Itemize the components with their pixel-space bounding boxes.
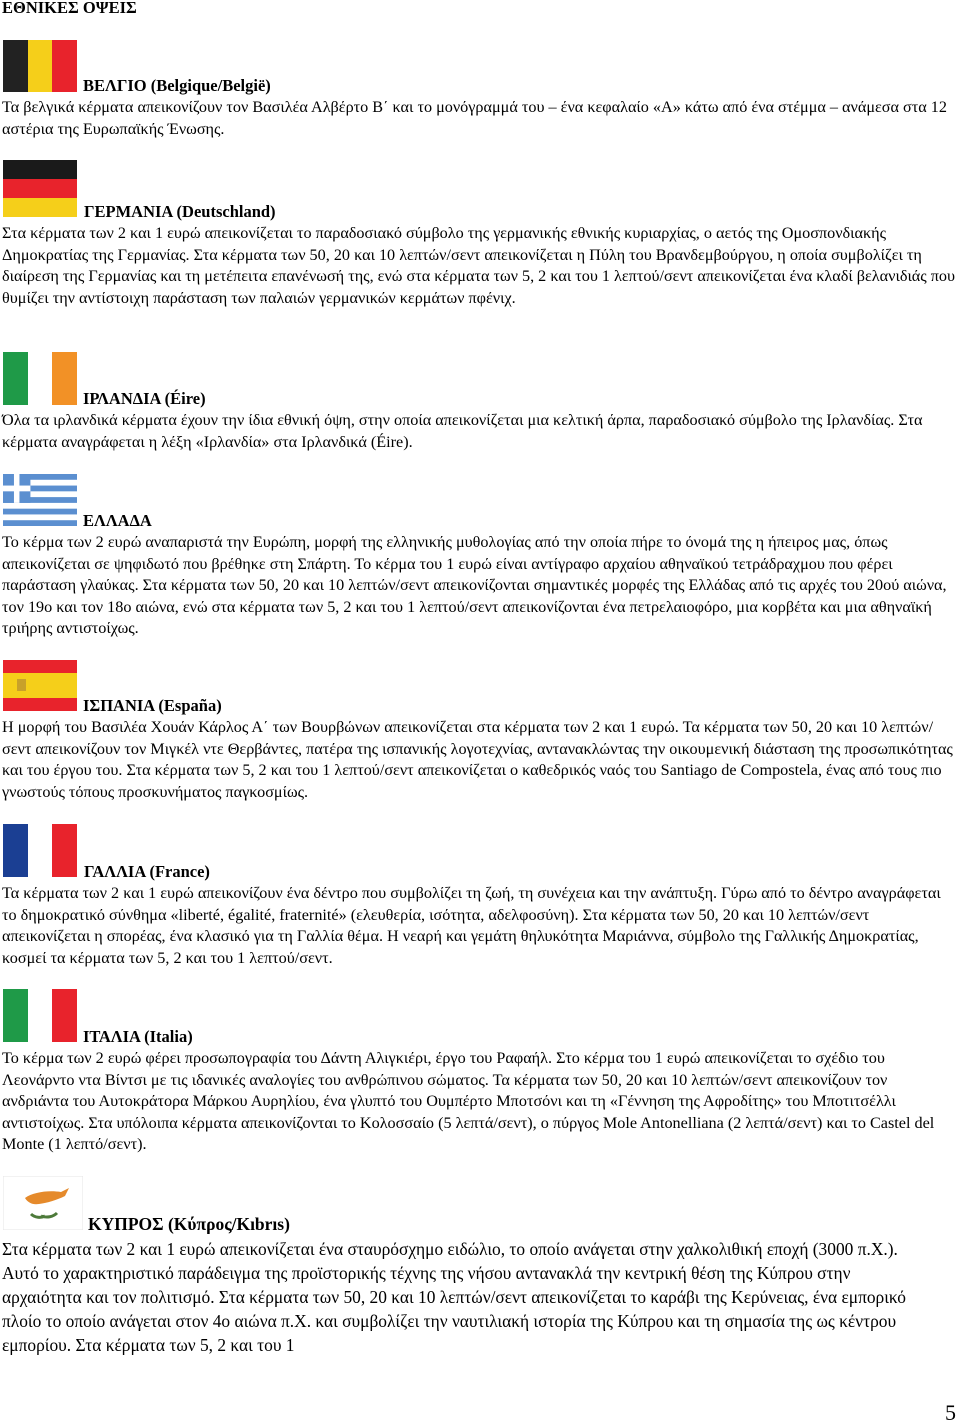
page-heading: ΕΘΝΙΚΕΣ ΟΨΕΙΣ — [2, 0, 137, 17]
belgium-stripe-1 — [3, 40, 28, 92]
section-text-germany: Στα κέρματα των 2 και 1 ευρώ απεικονίζεται το παραδοσιακό σύμβολο της γερμανικής εθνικής κυριαρχίας, ο αετός της Ομοσπονδιακής Δημοκρατίας της Γερμανίας. Στα κέρματα των 50, 20 και 10 λεπτών/σεντ απεικονίζεται η Πύλη του Βρανδεμβούργου, η οποία συμβολίζει τη διαίρεση της Γερμανίας και τη μετέπειτα επανένωσή της, ενώ στα κέρματα των 5, 2 και του 1 λεπτού/σεντ απεικονίζεται ένα κλαδί βελανιδιάς που θυμίζει την αντίστοιχη παράσταση των παλαιών γερμανικών κερμάτων πφένιχ. — [2, 224, 956, 307]
belgium-stripe-3 — [52, 40, 77, 92]
section-title-ireland: ΙΡΛΑΝΔΙΑ (Éire) — [83, 389, 206, 408]
section-title-france: ΓΑΛΛΙΑ (France) — [84, 862, 210, 881]
section-text-italy: Το κέρμα των 2 ευρώ φέρει προσωπογραφία του Δάντη Αλιγκιέρι, έργο του Ραφαήλ. Στο κέρμα του 1 ευρώ απεικονίζεται το σχέδιο του Λεονάρντο ντα Βίντσι με τις ιδανικές αναλογίες του ανθρώπινου σώματος. Τα κέρματα των 50, 20 και 10 λεπτών/σεντ απεικονίζουν τον ανδριάντα του Αυτοκράτορα Μάρκου Αυρηλίου, ένα γλυπτό του Ουμπέρτο Μποτσόνι και τη «Γέννηση της Αφροδίτης» του Μποτιτσέλλι αντιστοίχως. Στα υπόλοιπα κέρματα απεικονίζονται το Κολοσσαίο (5 λεπτά/σεντ), ο πύργος Mole Antonelliana (2 λεπτά/σεντ) και το Castel del Monte (1 λεπτό/σεντ). — [2, 1049, 935, 1153]
section-text-spain: Η μορφή του Βασιλέα Χουάν Κάρλος Α΄ των Βουρβώνων απεικονίζεται στα κέρματα των 2 και 1 ευρώ. Τα κέρματα των 50, 20 και 10 λεπτών/σεντ απεικονίζουν τον Μιγκέλ ντε Θερβάντες, πατέρα της ισπανικής λογοτεχνίας, αντανακλώντας την οικουμενική διάσταση της προσωπικότητας και του έργου του. Στα κέρματα των 5, 2 και του 1 λεπτού/σεντ απεικονίζεται ο καθεδρικός ναός του Santiago de Compostela, ένας από τους πιο γνωστούς τόπους προσκυνήματος παγκοσμίως. — [2, 718, 953, 801]
italy-flag-icon — [3, 989, 77, 1042]
section-title-spain: ΙΣΠΑΝΙΑ (España) — [83, 696, 222, 715]
section-title-germany: ΓΕΡΜΑΝΙΑ (Deutschland) — [84, 202, 276, 221]
belgium-stripe-2 — [28, 40, 52, 92]
germany-flag-icon — [3, 160, 77, 217]
section-title-cyprus: ΚΥΠΡΟΣ (Κύπρος/Kıbrıs) — [88, 1214, 290, 1234]
section-text-france: Τα κέρματα των 2 και 1 ευρώ απεικονίζουν ένα δέντρο που συμβολίζει τη ζωή, τη συνέχεια και την ανάπτυξη. Γύρω από το δέντρο αναγράφεται το δημοκρατικό σύνθημα «liberté, égalité, fraternité» (ελευθερία, ισότητα, αδελφοσύνη). Στα κέρματα των 50, 20 και 10 λεπτών/σεντ απεικονίζεται η σπορέας, ένα κλασικό για τη Γαλλία θέμα. Η νεαρή και γεμάτη θηλυκότητα Μαριάννα, σύμβολο της Γαλλικής Δημοκρατίας, κοσμεί τα κέρματα των 5, 2 και του 1 λεπτού/σεντ. — [2, 884, 941, 967]
section-text-belgium: Τα βελγικά κέρματα απεικονίζουν τον Βασιλέα Αλβέρτο Β΄ και το μονόγραμμά του – ένα κεφαλαίο «Α» κάτω από ένα στέμμα – ανάμεσα στα 12 αστέρια της Ευρωπαϊκής Ένωσης. — [2, 98, 947, 138]
section-title-belgium: ΒΕΛΓΙΟ (Belgique/België) — [83, 76, 271, 95]
belgium-flag-icon — [3, 40, 77, 92]
section-title-greece: ΕΛΛΑΔΑ — [83, 511, 152, 530]
section-text-ireland: Όλα τα ιρλανδικά κέρματα έχουν την ίδια εθνική όψη, στην οποία απεικονίζεται μια κελτική άρπα, παραδοσιακό σύμβολο της Ιρλανδίας. Στα κέρματα αναγράφεται η λέξη «Ιρλανδία» στα Ιρλανδικά (Éire). — [2, 411, 923, 451]
ireland-flag-icon — [3, 352, 77, 405]
section-text-cyprus: Στα κέρματα των 2 και 1 ευρώ απεικονίζεται ένα σταυρόσχημο ειδώλιο, το οποίο ανάγεται στην χαλκολιθική εποχή (3000 π.Χ.). Αυτό το χαρακτηριστικό παράδειγμα της προϊστορικής τέχνης της νήσου αντανακλά την κεντρική θέση της Κύπρου στην αρχαιότητα και τον πολιτισμό. Στα κέρματα των 50, 20 και 10 λεπτών/σεντ απεικονίζεται το καράβι της Κερύνειας, ένα εμπορικό πλοίο το οποίο ανάγεται στον 4ο αιώνα π.Χ. και συμβολίζει την ναυτιλιακή ιστορία της Κύπρου και τη σημασία της ως κέντρου εμπορίου. Στα κέρματα των 5, 2 και του 1 — [2, 1239, 906, 1355]
section-text-greece: Το κέρμα των 2 ευρώ αναπαριστά την Ευρώπη, μορφή της ελληνικής μυθολογίας από την οποία πήρε το όνομά της η ήπειρος μας, όπως απεικονίζεται σε ψηφιδωτό που βρέθηκε στη Σπάρτη. Το κέρμα του 1 ευρώ είναι αντίγραφο αρχαίου αθηναϊκού τετράδραχμου που φέρει παράσταση γλαύκας. Στα κέρματα των 50, 20 και 10 λεπτών/σεντ απεικονίζονται σημαντικές μορφές της Ελλάδας από τις αρχές του 20ού αιώνα, τον 19ο και τον 18ο αιώνα, ενώ στα κέρματα των 5, 2 και του 1 λεπτού/σεντ απεικονίζονται ένα πετρελαιοφόρο, μια κορβέτα και μια αθηναϊκή τριήρης αντιστοίχως. — [2, 533, 947, 637]
section-title-italy: ΙΤΑΛΙΑ (Italia) — [83, 1027, 193, 1046]
france-flag-icon — [3, 824, 77, 877]
page-number: 5 — [945, 1399, 956, 1425]
greece-flag-icon — [3, 474, 77, 526]
spain-flag-icon — [3, 660, 77, 711]
cyprus-flag-icon — [3, 1176, 83, 1230]
